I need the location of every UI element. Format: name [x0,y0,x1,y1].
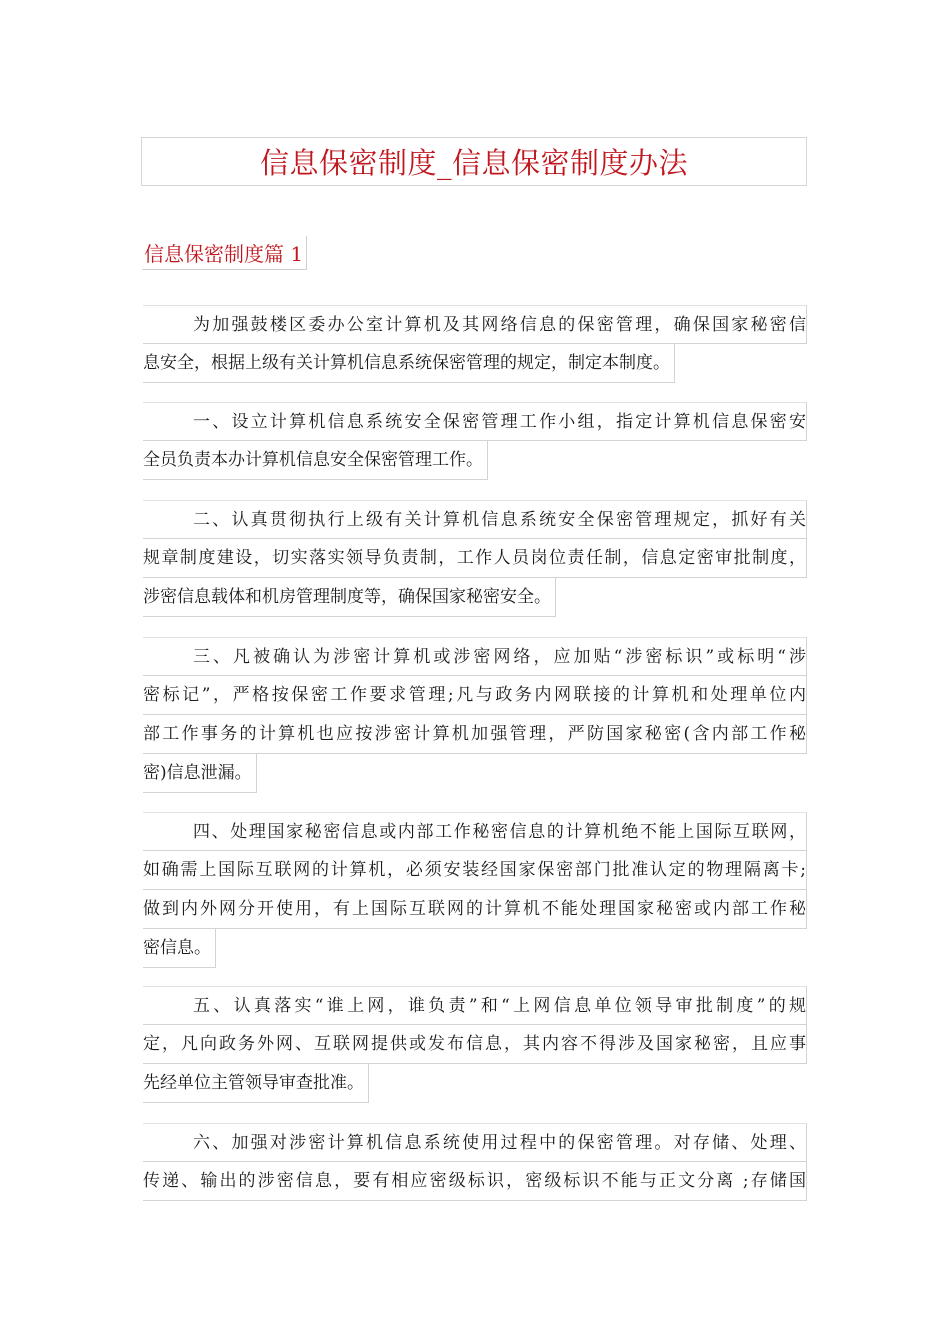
paragraph-line: 密信息。 [143,929,216,968]
paragraph-line: 规章制度建设，切实落实领导负责制，工作人员岗位责任制，信息定密审批制度， [143,539,807,578]
paragraph-line: 全员负责本办计算机信息安全保密管理工作。 [143,441,488,480]
paragraph-line: 做到内外网分开使用，有上国际互联网的计算机不能处理国家秘密或内部工作秘 [143,890,807,929]
paragraph-line: 四、处理国家秘密信息或内部工作秘密信息的计算机绝不能上国际互联网， [143,812,807,851]
paragraph-item-2 [143,500,807,621]
paragraph-line: 密标记”，严格按保密工作要求管理;凡与政务内网联接的计算机和处理单位内 [143,676,807,715]
paragraph-line: 六、加强对涉密计算机信息系统使用过程中的保密管理。对存储、处理、 [143,1123,807,1162]
paragraph-line: 传递、输出的涉密信息，要有相应密级标识，密级标识不能与正文分离 ;存储国 [143,1162,807,1201]
document-title: 信息保密制度_信息保密制度办法 [259,146,688,180]
paragraph-item-6 [143,1123,807,1201]
paragraph-line: 如确需上国际互联网的计算机，必须安装经国家保密部门批准认定的物理隔离卡; [143,851,807,890]
paragraph-line: 三、凡被确认为涉密计算机或涉密网络，应加贴“涉密标识”或标明“涉 [143,637,807,676]
paragraph-line: 五、认真落实“谁上网，谁负责”和“上网信息单位领导审批制度”的规 [143,986,807,1025]
paragraph-line: 一、设立计算机信息系统安全保密管理工作小组，指定计算机信息保密安 [143,402,807,441]
paragraph-line: 部工作事务的计算机也应按涉密计算机加强管理，严防国家秘密(含内部工作秘 [143,715,807,754]
paragraph-line: 息安全，根据上级有关计算机信息系统保密管理的规定，制定本制度。 [143,344,675,383]
paragraph-item-4 [143,812,807,972]
title-box [141,137,807,186]
paragraph-line: 为加强鼓楼区委办公室计算机及其网络信息的保密管理，确保国家秘密信 [143,305,807,344]
paragraph-line: 涉密信息载体和机房管理制度等，确保国家秘密安全。 [143,578,556,617]
paragraph-item-3 [143,637,807,797]
paragraph-line: 定，凡向政务外网、互联网提供或发布信息，其内容不得涉及国家秘密，且应事 [143,1025,807,1064]
paragraph-line: 先经单位主管领导审查批准。 [143,1064,369,1103]
section-heading: 信息保密制度篇 1 [142,236,307,270]
paragraph-item-5 [143,986,807,1107]
paragraph-item-1 [143,402,807,484]
paragraph-intro [143,305,807,387]
paragraph-line: 二、认真贯彻执行上级有关计算机信息系统安全保密管理规定，抓好有关 [143,500,807,539]
paragraph-line: 密)信息泄漏。 [143,754,257,793]
